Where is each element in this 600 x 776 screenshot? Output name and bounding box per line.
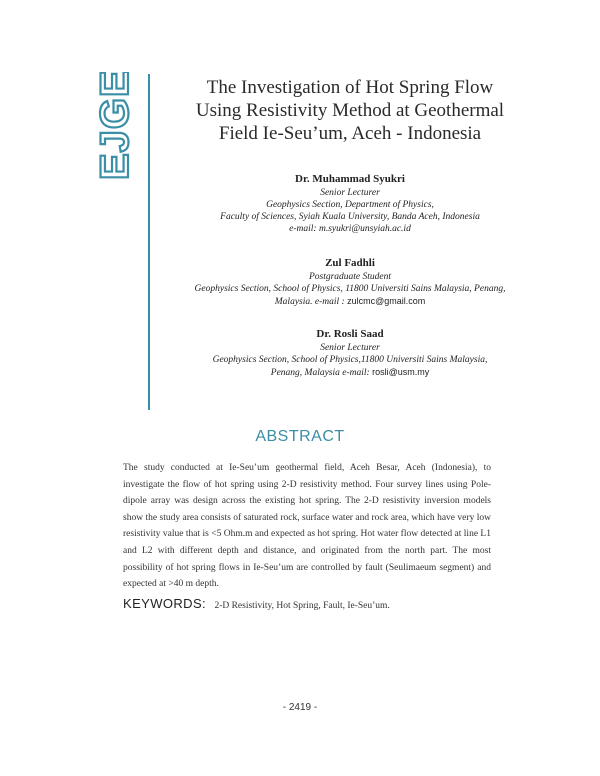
author-block-1 (160, 172, 540, 235)
title-line-3: Field Ie-Seu’um, Aceh - Indonesia (218, 123, 482, 144)
author-affiliation: Geophysics Section, School of Physics,11800 Universiti Sains Malaysia, (212, 355, 488, 365)
keywords (123, 596, 503, 611)
email-label: e-mail: (289, 224, 317, 234)
paper-title (165, 76, 535, 145)
author-affiliation: Geophysics Section, School of Physics, 11800 Universiti Sains Malaysia, Penang, (194, 284, 506, 294)
author-role: Senior Lecturer (320, 188, 380, 198)
author-name: Dr. Rosli Saad (316, 328, 384, 340)
abstract-text: The study conducted at Ie-Seu’um geothermal field, Aceh Besar, Aceh (Indonesia), to investigate the flow of hot spring using 2-D resistivity method. Four survey lines using Pole-dipole array was design across the existing hot spring. The 2-D resistivity inversion models show the study area consists of saturated rock, surface water and rock area, which have very low resistivity value that is <5 Ohm.m and expected as hot spring. Hot water flow detected at line L1 and L2 with different depth and distance, and originated from the north part. The most possibility of hot spring flows in Ie-Seu’um are controlled by fault (Seulimaeum segment) and expected at >40 m depth. (123, 463, 491, 590)
title-line-2: Using Resistivity Method at Geothermal (195, 100, 505, 121)
author-email[interactable]: m.syukri@unsyiah.ac.id (318, 224, 411, 234)
ejge-logo-icon (92, 72, 138, 182)
author-email[interactable]: zulcmc@gmail.com (347, 296, 426, 306)
keywords-text: 2-D Resistivity, Hot Spring, Fault, Ie-Seu’um. (214, 601, 390, 611)
page-number: - 2419 - (282, 702, 318, 713)
author-role: Senior Lecturer (320, 343, 380, 353)
author-block-3 (160, 327, 540, 379)
journal-logo (92, 72, 138, 182)
author-affiliation: Malaysia. e-mail : (274, 297, 345, 307)
author-email[interactable]: rosli@usm.my (372, 367, 430, 377)
author-affiliation: Geophysics Section, Department of Physics, (266, 200, 434, 210)
title-line-1: The Investigation of Hot Spring Flow (206, 77, 494, 98)
logo-text: EJGE (93, 72, 137, 180)
author-name: Dr. Muhammad Syukri (295, 173, 405, 185)
author-block-2 (160, 256, 540, 308)
vertical-divider (148, 74, 150, 410)
author-affiliation: Faculty of Sciences, Syiah Kuala University, Banda Aceh, Indonesia (220, 212, 480, 222)
author-affiliation: Penang, Malaysia e-mail: (270, 368, 370, 378)
author-name: Zul Fadhli (325, 257, 375, 269)
abstract-heading: ABSTRACT (255, 428, 345, 445)
keywords-label: KEYWORDS: (123, 596, 207, 611)
author-role: Postgraduate Student (308, 272, 392, 282)
